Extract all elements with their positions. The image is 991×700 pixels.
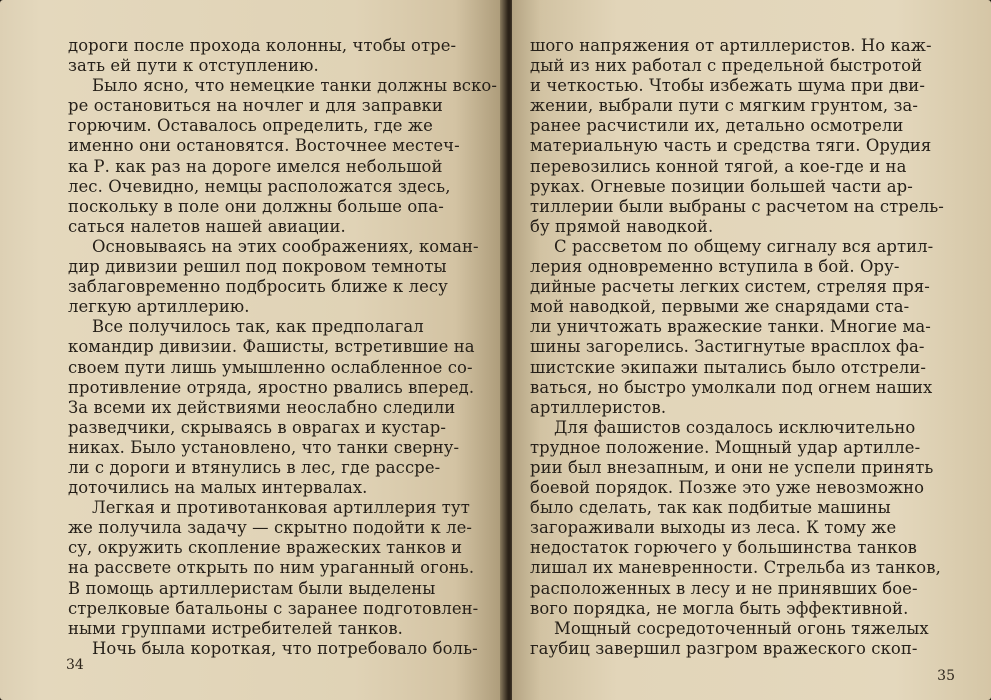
text-line: Было ясно, что немецкие танки должны вско- — [92, 76, 498, 96]
text-line: Мощный сосредоточенный огонь тяжелых — [554, 618, 929, 638]
text-line: мой наводкой, первыми же снарядами ста- — [530, 297, 910, 317]
text-line: ными группами истребителей танков. — [68, 618, 403, 638]
text-line: тиллерии были выбраны с расчетом на стрель- — [530, 196, 944, 216]
text-line: жении, выбрали пути с мягким грунтом, за- — [530, 96, 918, 116]
text-line: разведчики, скрываясь в оврагах и кустар- — [68, 417, 446, 437]
text-line: Основываясь на этих соображениях, коман- — [92, 236, 479, 256]
text-line: Легкая и противотанковая артиллерия тут — [92, 498, 470, 518]
text-line: своем пути лишь умышленно ослабленное со- — [68, 357, 473, 377]
text-line: ранее расчистили их, детально осмотрели — [530, 116, 904, 136]
text-line: было сделать, так как подбитые машины — [530, 498, 891, 518]
text-line: на рассвете открыть по ним ураганный огонь. — [68, 558, 475, 578]
right-page-text — [530, 36, 970, 659]
text-line: боевой порядок. Позже это уже невозможно — [530, 478, 925, 498]
text-line: дийные расчеты легких систем, стреляя пря- — [530, 277, 930, 297]
text-line: Для фашистов создалось исключительно — [554, 417, 916, 437]
text-line: Все получилось так, как предполагал — [92, 317, 424, 337]
text-line: лишал их маневренности. Стрельба из танков, — [530, 558, 941, 578]
right-page-number: 35 — [937, 668, 955, 684]
text-line: дир дивизии решил под покровом темноты — [68, 257, 447, 277]
right-page — [512, 0, 991, 700]
text-line: ре остановиться на ночлег и для заправки — [68, 96, 443, 116]
text-line: шого напряжения от артиллеристов. Но каж- — [530, 36, 932, 55]
text-line: легкую артиллерию. — [68, 297, 250, 317]
text-line: рии был внезапным, и они не успели принять — [530, 457, 934, 477]
text-line: С рассветом по общему сигналу вся артил- — [554, 236, 934, 256]
text-line: именно они остановятся. Восточнее местеч- — [68, 136, 460, 156]
text-line: ка Р. как раз на дороге имелся небольшой — [68, 156, 443, 176]
text-line: противление отряда, яростно рвались вперед. — [68, 377, 475, 397]
text-line: вого порядка, не могла быть эффективной. — [530, 598, 909, 618]
text-line: саться налетов нашей авиации. — [68, 216, 346, 236]
text-line: ли уничтожать вражеские танки. Многие ма- — [530, 317, 931, 337]
text-line: недостаток горючего у большинства танков — [530, 538, 917, 558]
text-line: ли с дороги и втянулись в лес, где рассре- — [68, 457, 441, 477]
text-line: лес. Очевидно, немцы расположатся здесь, — [68, 176, 451, 196]
text-line: руках. Огневые позиции большей части ар- — [530, 176, 913, 196]
text-line: бу прямой наводкой. — [530, 216, 714, 236]
text-line: лерия одновременно вступила в бой. Ору- — [530, 257, 900, 277]
text-line: шистские экипажи пытались было отстрели- — [530, 357, 927, 377]
text-line: же получила задачу — скрытно подойти к ле- — [68, 518, 473, 538]
text-line: перевозились конной тягой, а кое-где и на — [530, 156, 907, 176]
text-line: артиллеристов. — [530, 397, 667, 417]
text-line: и четкостью. Чтобы избежать шума при дви- — [530, 76, 925, 96]
text-line: загораживали выходы из леса. К тому же — [530, 518, 897, 538]
text-line: ваться, но быстро умолкали под огнем наших — [530, 377, 933, 397]
left-page-text — [68, 36, 498, 659]
text-line: горючим. Оставалось определить, где же — [68, 116, 433, 136]
text-line: поскольку в поле они должны больше опа- — [68, 196, 444, 216]
text-line: зать ей пути к отступлению. — [68, 56, 319, 76]
text-line: За всеми их действиями неослабно следили — [68, 397, 456, 417]
text-line: дый из них работал с предельной быстротой — [530, 56, 923, 76]
text-line: заблаговременно подбросить ближе к лесу — [68, 277, 448, 297]
left-page-number: 34 — [66, 657, 84, 673]
text-line: никах. Было установлено, что танки сверну- — [68, 437, 460, 457]
text-line: гаубиц завершил разгром вражеского скоп- — [530, 638, 918, 658]
text-line: материальную часть и средства тяги. Орудия — [530, 136, 932, 156]
text-line: В помощь артиллеристам были выделены — [68, 578, 436, 598]
text-line: Ночь была короткая, что потребовало боль- — [92, 638, 478, 658]
text-line: трудное положение. Мощный удар артилле- — [530, 437, 921, 457]
text-line: доточились на малых интервалах. — [68, 478, 368, 498]
text-line: стрелковые батальоны с заранее подготовлен- — [68, 598, 479, 618]
text-line: су, окружить скопление вражеских танков и — [68, 538, 463, 558]
text-line: командир дивизии. Фашисты, встретившие на — [68, 337, 475, 357]
text-line: шины загорелись. Застигнутые врасплох фа- — [530, 337, 925, 357]
text-line: расположенных в лесу и не принявших бое- — [530, 578, 918, 598]
text-line: дороги после прохода колонны, чтобы отре- — [68, 36, 457, 55]
